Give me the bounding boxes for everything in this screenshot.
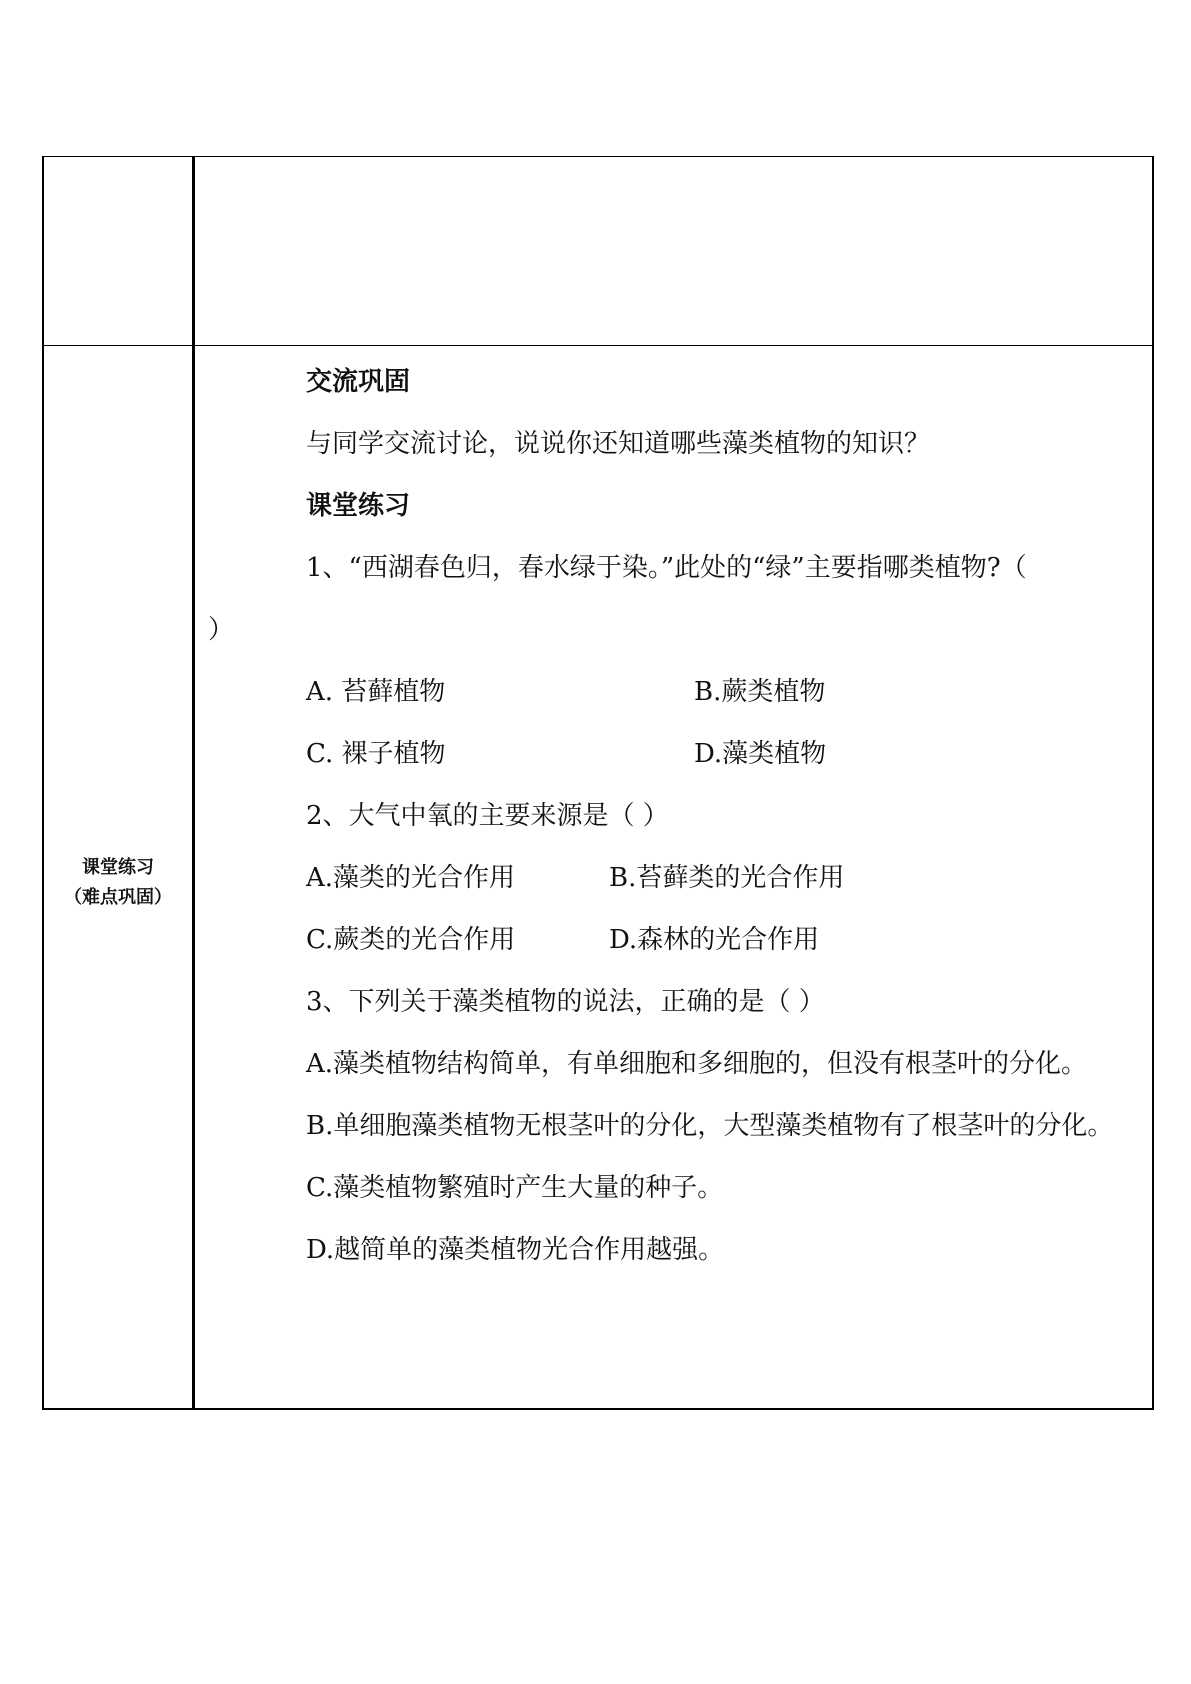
question-3-option-d: D.越简单的藻类植物光合作用越强。: [306, 1235, 725, 1265]
question-2-option-a: A.藻类的光合作用: [306, 863, 516, 893]
worksheet-table: [42, 156, 1154, 1410]
question-1-option-c: C. 裸子植物: [306, 739, 446, 769]
question-3-stem: 3、下列关于藻类植物的说法，正确的是（ ）: [306, 987, 825, 1017]
section-label-title: 课堂练习: [82, 857, 154, 878]
question-1-stem: 1、“西湖春色归，春水绿于染。”此处的“绿”主要指哪类植物?（: [306, 553, 1027, 583]
exchange-heading: 交流巩固: [306, 367, 411, 397]
question-1-stem-end: ）: [208, 615, 235, 645]
question-2-option-c: C.蕨类的光合作用: [306, 925, 516, 955]
question-1-option-d: D.藻类植物: [694, 739, 827, 769]
question-3-option-b: B.单细胞藻类植物无根茎叶的分化，大型藻类植物有了根茎叶的分化。: [306, 1111, 1114, 1141]
exchange-prompt: 与同学交流讨论，说说你还知道哪些藻类植物的知识？: [306, 429, 931, 459]
section-label-subtitle: （难点巩固）: [64, 887, 172, 908]
row-divider: [44, 345, 1152, 346]
content-cell: [194, 347, 1152, 1408]
question-2-option-d: D.森林的光合作用: [609, 925, 820, 955]
question-2-stem: 2、大气中氧的主要来源是（ ）: [306, 801, 669, 831]
question-3-option-c: C.藻类植物繁殖时产生大量的种子。: [306, 1173, 724, 1203]
question-1-option-b: B.蕨类植物: [694, 677, 826, 707]
practice-heading: 课堂练习: [306, 491, 411, 521]
section-label: [44, 853, 192, 913]
question-1-option-a: A. 苔藓植物: [306, 677, 446, 707]
question-2-option-b: B.苔藓类的光合作用: [609, 863, 845, 893]
question-3-option-a: A.藻类植物结构简单，有单细胞和多细胞的，但没有根茎叶的分化。: [306, 1049, 1088, 1079]
